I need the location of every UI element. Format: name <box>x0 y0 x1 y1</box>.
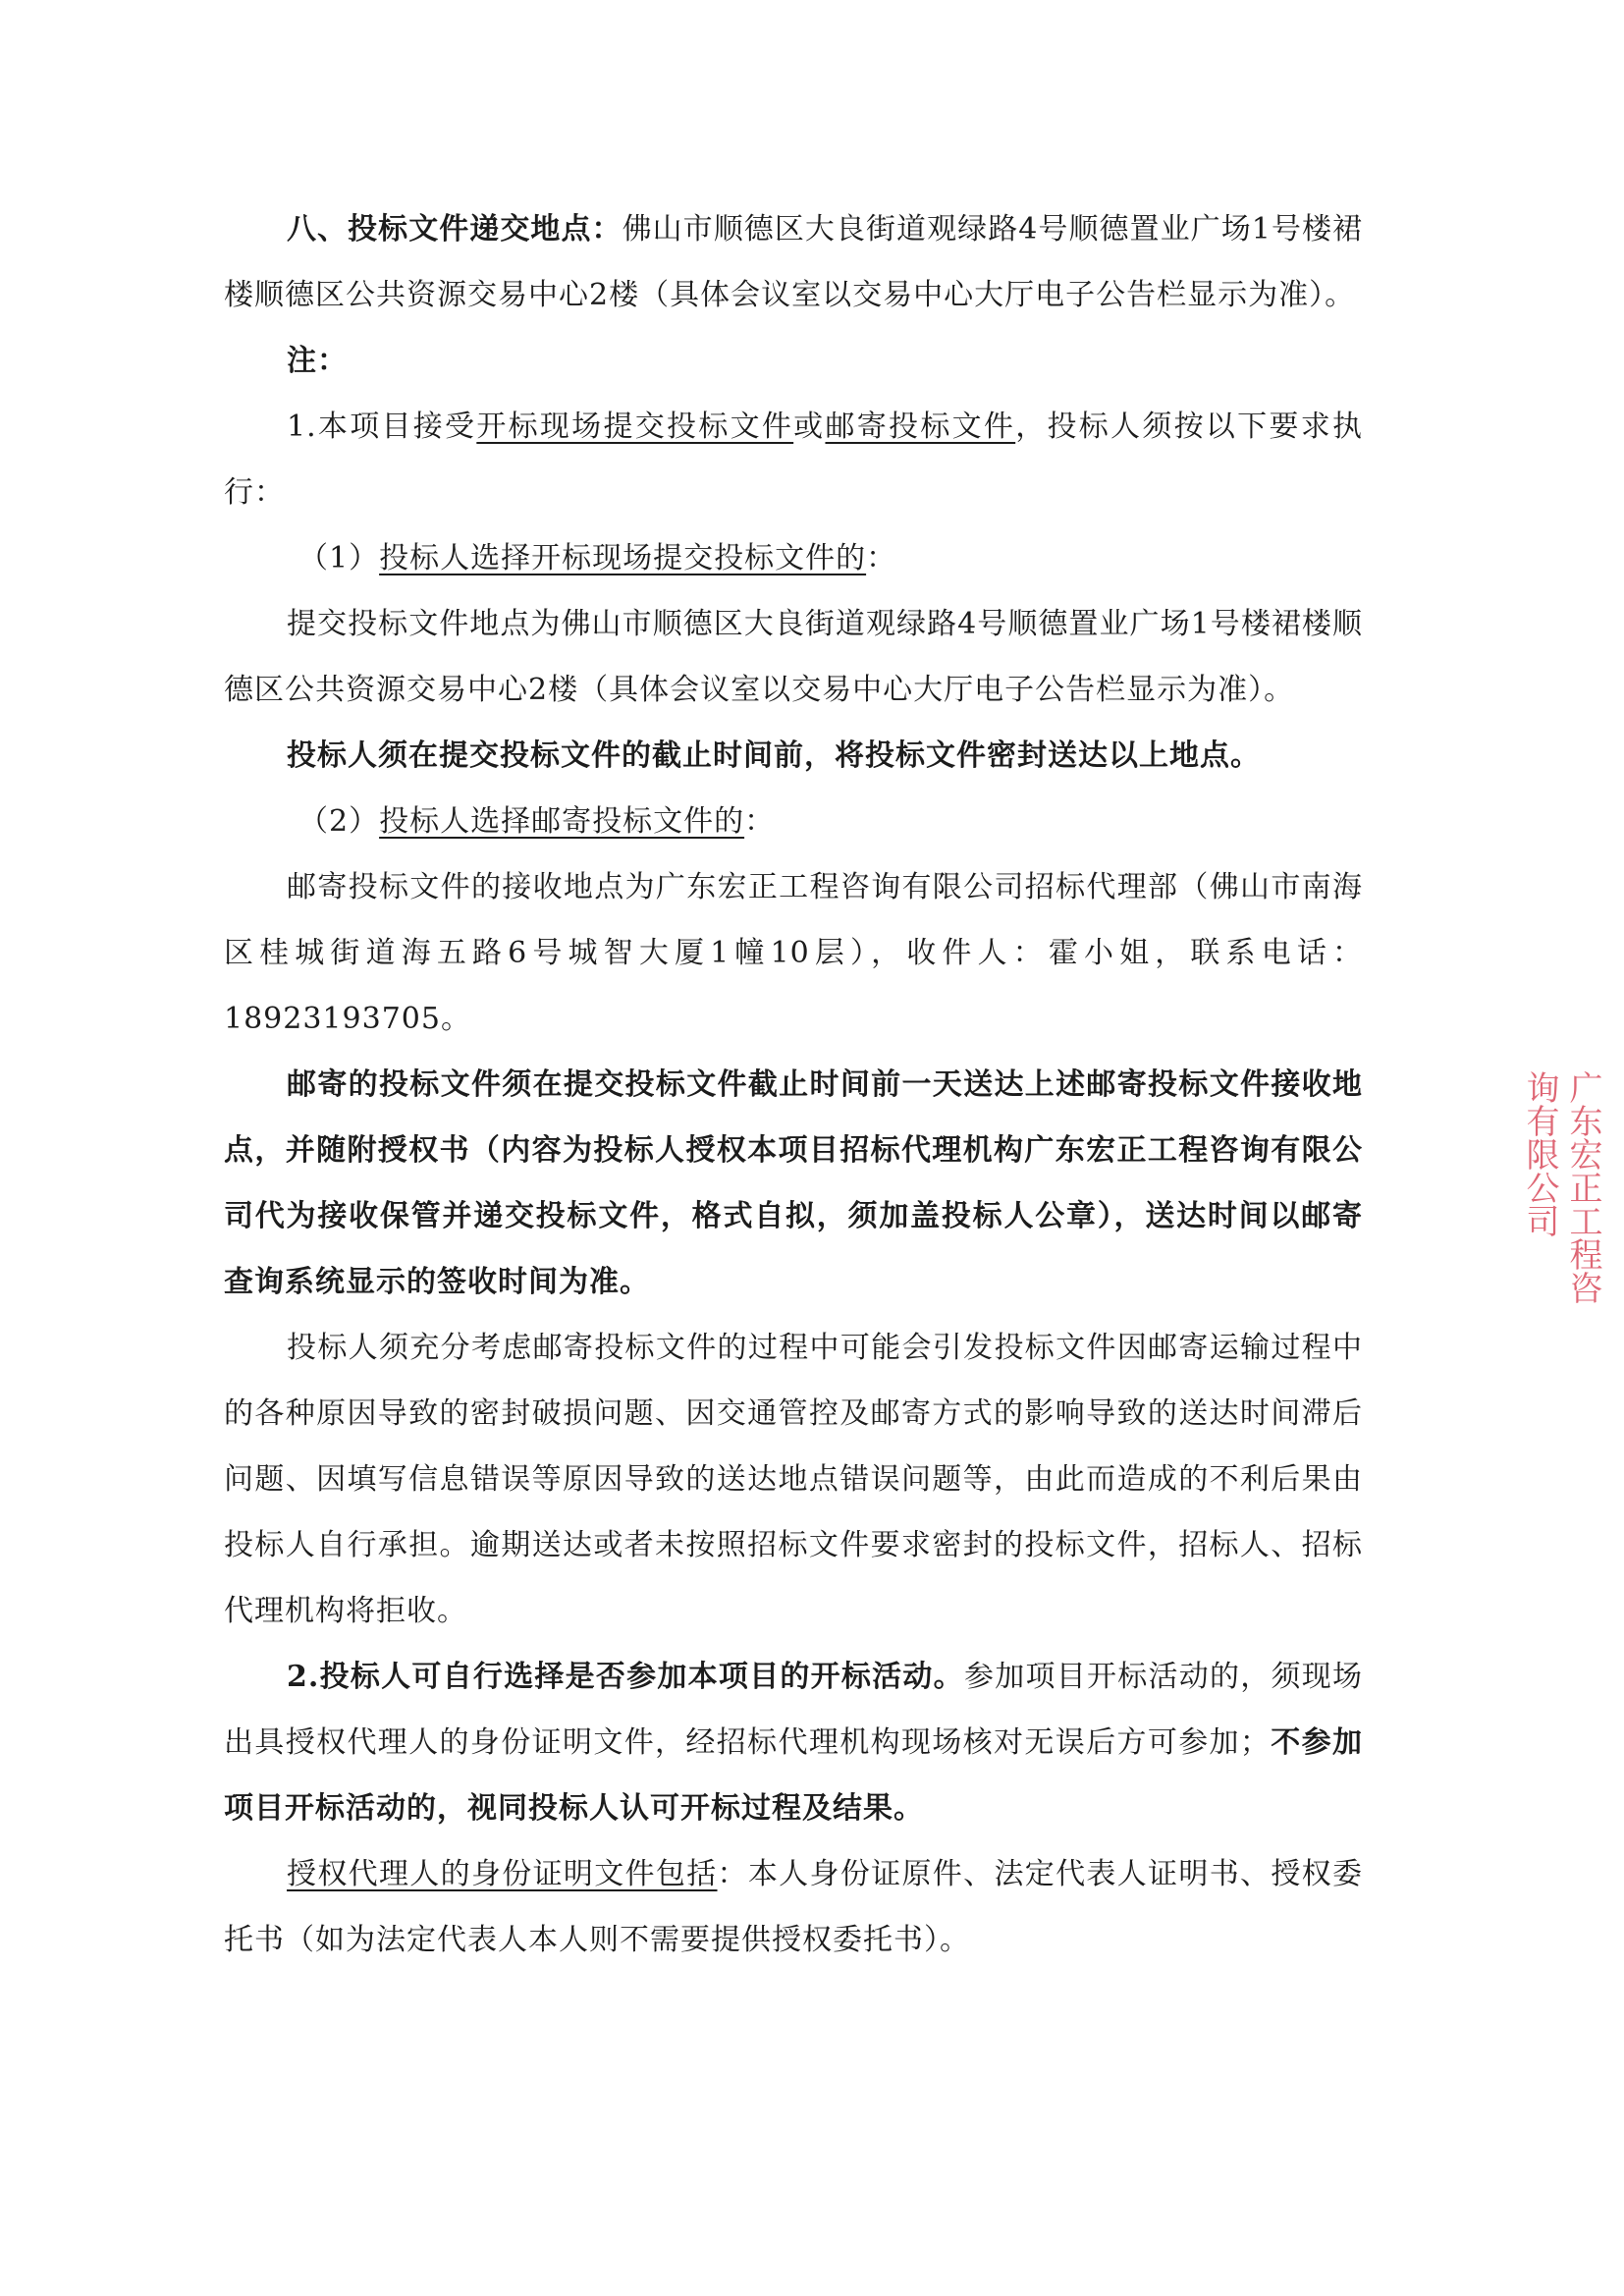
section-8-paragraph <box>224 196 1363 328</box>
option-2-heading <box>224 789 1363 854</box>
section-8-heading: 八、投标文件递交地点： <box>287 212 623 246</box>
option-1-heading <box>224 525 1363 591</box>
option-2-address: 邮寄投标文件的接收地点为广东宏正工程咨询有限公司招标代理部（佛山市南海区桂城街道海五路6号城智大厦1幢10层），收件人：霍小姐，联系电话：18923193705。 <box>224 870 1363 1036</box>
note-1-onsite-option: 开标现场提交投标文件 <box>476 410 794 444</box>
note-1-text-or: 或 <box>793 410 826 444</box>
note-label: 注： <box>287 344 348 378</box>
note-1-mail-option: 邮寄投标文件 <box>825 410 1016 444</box>
option-1-address: 提交投标文件地点为佛山市顺德区大良街道观绿路4号顺德置业广场1号楼裙楼顺德区公共资源交易中心2楼（具体会议室以交易中心大厅电子公告栏显示为准）。 <box>224 607 1363 707</box>
note-1-text-c: ，投标人须按以下要求执行： <box>224 410 1364 510</box>
id-docs-text: ：本人身份证原件、法定代表人证明书、授权委托书（如为法定代表人本人则不需要提供授权委托书）。 <box>224 1857 1364 1957</box>
option-1-title: 投标人选择开标现场提交投标文件的 <box>379 541 867 575</box>
option-1-colon: ： <box>866 541 897 575</box>
option-1-number: （1） <box>298 541 380 575</box>
section-8-address: 佛山市顺德区大良街道观绿路4号顺德置业广场1号楼裙楼顺德区公共资源交易中心2楼（具体会议室以交易中心大厅电子公告栏显示为准）。 <box>224 212 1363 312</box>
option-2-colon: ： <box>744 804 776 839</box>
note-2-bold-a: 2.投标人可自行选择是否参加本项目的开标活动。 <box>287 1660 964 1694</box>
option-2-rule: 邮寄的投标文件须在提交投标文件截止时间前一天送达上述邮寄投标文件接收地点，并随附授权书（内容为投标人授权本项目招标代理机构广东宏正工程咨询有限公司代为接收保管并递交投标文件，格式自拟，须加盖投标人公章），送达时间以邮寄查询系统显示的签收时间为准。 <box>224 1067 1363 1299</box>
id-docs-title: 授权代理人的身份证明文件包括 <box>287 1857 718 1891</box>
option-2-number: （2） <box>298 804 380 839</box>
company-seal-stamp: 广东宏正工程咨询有限公司 <box>1520 1070 1602 1304</box>
note-2-normal: 参加项目开标活动的，须现场出具授权代理人的身份证明文件，经招标代理机构现场核对无误后方可参加； <box>224 1660 1363 1760</box>
option-1-deadline: 投标人须在提交投标文件的截止时间前，将投标文件密封送达以上地点。 <box>287 738 1261 773</box>
note-2-paragraph <box>224 1644 1363 1841</box>
option-2-title: 投标人选择邮寄投标文件的 <box>379 804 745 839</box>
note-1-paragraph <box>224 394 1363 525</box>
note-2-bold-b: 不参加项目开标活动的，视同投标人认可开标过程及结果。 <box>224 1725 1364 1826</box>
option-2-risk: 投标人须充分考虑邮寄投标文件的过程中可能会引发投标文件因邮寄运输过程中的各种原因导致的密封破损问题、因交通管控及邮寄方式的影响导致的送达时间滞后问题、因填写信息错误等原因导致的送达地点错误问题等，由此而造成的不利后果由投标人自行承担。逾期送达或者未按照招标文件要求密封的投标文件，招标人、招标代理机构将拒收。 <box>224 1331 1363 1628</box>
document-body <box>224 196 1363 1973</box>
note-1-text-a: 1.本项目接受 <box>287 410 477 444</box>
id-docs-paragraph <box>224 1841 1363 1973</box>
